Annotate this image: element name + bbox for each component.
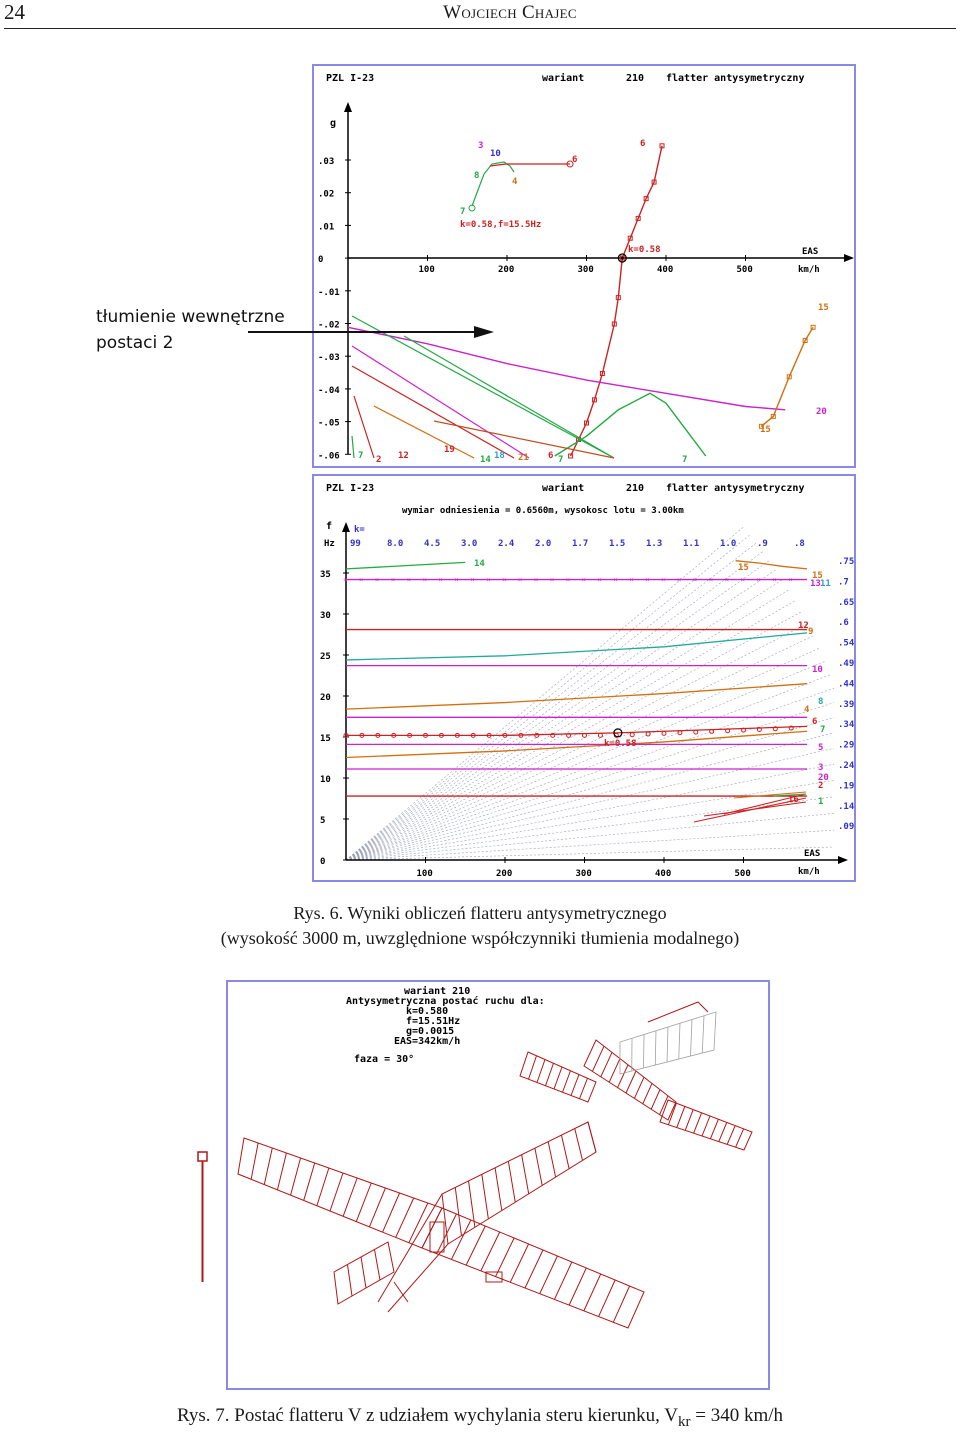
h-tail-right-rib: [537, 1060, 545, 1083]
info-eas: EAS=342km/h: [394, 1036, 460, 1047]
series-marker-mode-13: ×: [756, 576, 761, 585]
h-tail-right-rib: [580, 1078, 588, 1099]
mode-label: 7: [460, 207, 465, 217]
series-marker-mode-13: ×: [407, 576, 412, 585]
vertical-fin-deflected-rib: [691, 1020, 693, 1057]
series-marker-mode-13: ×: [741, 576, 746, 585]
y-tick-label: 5: [320, 816, 325, 826]
k-tick-label: 99: [350, 539, 361, 549]
y-axis-arrow: [342, 522, 350, 532]
mode-label: 1: [818, 797, 823, 807]
y-axis-arrow: [344, 102, 352, 112]
y-tick-label: 0: [318, 255, 323, 265]
x-tick-label: 300: [576, 869, 592, 879]
mode-label: 7: [558, 455, 563, 465]
series-marker-mode-13: ×: [725, 576, 730, 585]
k-tick-label: 1.1: [683, 539, 699, 549]
mode-label: 3: [818, 763, 823, 773]
h-tail-left-rib: [618, 1065, 628, 1088]
series-line-mode-6: [346, 726, 807, 735]
info-f: f=15.51Hz: [406, 1016, 460, 1027]
x-tick-label: 100: [419, 265, 435, 275]
series-marker-mode-13: ×: [375, 576, 380, 585]
figure-7-caption-subscript: kr: [678, 1414, 691, 1430]
series-marker-mode-6: [598, 733, 602, 737]
fuselage-frame: [535, 1148, 542, 1185]
y-tick-label: -.04: [318, 386, 340, 396]
series-marker-mode-13: ×: [502, 576, 507, 585]
info-variant: wariant 210: [404, 985, 470, 997]
left-wing-rib: [356, 1183, 371, 1222]
series-marker-mode-13: ×: [709, 576, 714, 585]
right-k-tick-label: .7: [838, 577, 849, 587]
right-wing-rib: [613, 1286, 629, 1322]
y-tick-label: .03: [318, 157, 334, 167]
fuselage-outline: [378, 1122, 596, 1312]
right-k-tick-label: .19: [838, 781, 854, 791]
series-marker-mode-13: ×: [534, 576, 539, 585]
chart-header-variant: wariant: [542, 482, 584, 494]
annotation-k: k=0.58: [604, 739, 637, 749]
right-k-tick-label: .14: [838, 802, 855, 812]
h-tail-right-rib: [563, 1071, 571, 1093]
left-wing-outline: [238, 1138, 442, 1248]
h-tail-right-outer-rib: [694, 1113, 702, 1133]
annotation-line-2: postaci 2: [96, 330, 285, 356]
k-ray: [346, 797, 834, 860]
info-mode-title: Antysymetryczna postać ruchu dla:: [346, 995, 545, 1007]
k-ray: [346, 688, 834, 860]
h-tail-right-rib: [554, 1067, 562, 1089]
figure-7-caption: [0, 1403, 960, 1435]
series-marker-mode-13: ×: [486, 576, 491, 585]
right-wing-rib: [584, 1274, 601, 1311]
mode-label: 8: [474, 171, 479, 181]
k-ray: [346, 569, 777, 860]
mode-label: 16: [788, 795, 799, 805]
chart-header-variant: wariant: [542, 72, 584, 84]
right-k-tick-label: .6: [838, 618, 849, 628]
annotation-k: k=0.58: [628, 245, 661, 255]
k-ray: [346, 635, 815, 860]
right-k-tick-label: .24: [838, 761, 855, 771]
series-marker-mode-13: ×: [772, 576, 777, 585]
y-tick-label: 30: [320, 611, 331, 621]
y-tick-label: -.01: [318, 288, 340, 298]
fuselage-frame: [588, 1122, 596, 1152]
mode-label: 12: [398, 451, 409, 461]
fuselage-frame: [495, 1168, 502, 1211]
k-tick-label: 1.5: [609, 539, 625, 549]
mode-label: 7: [682, 455, 687, 465]
x-tick-label: 200: [498, 265, 514, 275]
figure-6-caption-line-2: (wysokość 3000 m, uwzględnione współczynniki tłumienia modalnego): [0, 925, 960, 951]
fuselage-frame: [548, 1142, 555, 1177]
h-tail-left-rib: [609, 1059, 620, 1083]
y-tick-label: 0: [320, 857, 325, 867]
k-tick-label: 1.7: [572, 539, 588, 549]
series-marker-mode-13: ×: [661, 576, 666, 585]
right-wing-rib: [466, 1226, 485, 1265]
chart-header-title: flatter antysymetryczny: [666, 73, 804, 84]
right-k-tick-label: .75: [838, 557, 854, 567]
mode-label: 11: [820, 579, 831, 589]
left-wing-rib: [251, 1143, 258, 1179]
y-tick-label: 20: [320, 693, 331, 703]
h-tail-right-rib: [529, 1056, 537, 1080]
left-wing-rib: [291, 1158, 301, 1195]
series-line-mode-4: [346, 684, 807, 709]
chart-header-title: flatter antysymetryczny: [666, 483, 804, 494]
left-aileron-rib: [375, 1250, 381, 1281]
x-tick-label: 100: [417, 869, 433, 879]
series-marker-mode-13: ×: [693, 576, 698, 585]
y-axis-unit: Hz: [324, 539, 335, 549]
mode-label: 5: [818, 743, 823, 753]
y-tick-label: -.03: [318, 353, 340, 363]
k-tick-label: 2.4: [498, 539, 515, 549]
right-wing-rib: [540, 1256, 558, 1294]
series-marker-mode-13: ×: [454, 576, 459, 585]
left-aileron-rib: [348, 1265, 353, 1297]
k-ray: [346, 579, 783, 860]
y-tick-label: .02: [318, 190, 334, 200]
series-line-mode-9: [346, 633, 807, 660]
x-tick-label: 400: [655, 869, 671, 879]
chart-header-variant-no: 210: [626, 483, 644, 494]
h-tail-left-rib: [626, 1071, 636, 1093]
y-axis-label: f: [326, 521, 332, 532]
h-tail-left-rib: [643, 1083, 652, 1103]
series-line-mode-7: [555, 393, 706, 456]
vertical-fin-deflected-rib: [644, 1035, 645, 1069]
x-tick-label: 400: [657, 265, 673, 275]
x-tick-label: 300: [578, 265, 594, 275]
series-marker-mode-13: ×: [788, 576, 793, 585]
left-wing-rib: [369, 1188, 385, 1227]
mode-label: 19: [444, 445, 455, 455]
k-tick-label: 2.0: [535, 539, 551, 549]
right-wing-rib: [525, 1250, 543, 1288]
page-number: 24: [4, 0, 25, 25]
fuselage-frame: [508, 1161, 515, 1202]
flutter-mode-wireframe: [228, 982, 770, 1390]
chart-header-aircraft: PZL I-23: [326, 73, 374, 84]
k-tick-label: .9: [757, 539, 768, 549]
header-rule: [4, 28, 956, 29]
series-marker-mode-13: ×: [582, 576, 587, 585]
k-ray: [346, 551, 764, 860]
left-wing-rib: [383, 1193, 400, 1232]
cockpit-window: [430, 1222, 444, 1252]
mode-label: 6: [572, 155, 577, 165]
mode-label: 10: [812, 665, 823, 675]
series-marker-mode-13: ×: [438, 576, 443, 585]
annotation-line-1: tłumienie wewnętrzne: [96, 304, 285, 330]
y-tick-label: -.02: [318, 321, 340, 331]
damping-chart-panel: [312, 64, 856, 468]
fuselage-frame: [455, 1187, 461, 1235]
flutter-mode-panel: [226, 980, 770, 1390]
mode-label: 7: [358, 451, 363, 461]
flutter-point-dot: [621, 257, 624, 260]
mode-label: 15: [738, 563, 749, 573]
mode-label: 15: [812, 571, 823, 581]
mode-label: 13: [810, 579, 821, 589]
mode-label: 2: [818, 781, 823, 791]
h-tail-right-outer-rib: [702, 1116, 710, 1136]
k-ray: [346, 560, 770, 860]
k-ray: [346, 661, 826, 860]
h-tail-right-outer-rib: [719, 1122, 727, 1141]
h-tail-left-rib: [592, 1046, 604, 1071]
k-label: k=: [354, 525, 365, 535]
mode-label: 7: [820, 725, 825, 735]
right-wing-rib: [481, 1232, 500, 1271]
mode-label: 3: [478, 141, 483, 151]
series-marker-mode-13: ×: [629, 576, 634, 585]
h-tail-right-outer-rib: [668, 1103, 676, 1125]
mode-label: 15: [818, 303, 829, 313]
chart-header-variant-no: 210: [626, 73, 644, 84]
x-axis-arrow: [844, 254, 854, 262]
chart-header-aircraft: PZL I-23: [326, 483, 374, 494]
mode-label: 9: [808, 627, 813, 637]
damping-line: [354, 396, 374, 458]
k-ray: [346, 674, 832, 860]
info-k: k=0.580: [406, 1006, 448, 1017]
mode-label: 12: [798, 621, 809, 631]
right-k-tick-label: .44: [838, 679, 855, 689]
right-k-tick-label: .54: [838, 639, 855, 649]
series-marker-mode-13: ×: [359, 576, 364, 585]
y-tick-label: 25: [320, 652, 331, 662]
fuselage-frame: [575, 1129, 583, 1161]
right-k-tick-label: .65: [838, 598, 854, 608]
mode-label: 4: [512, 177, 518, 187]
series-marker-mode-13: ×: [391, 576, 396, 585]
y-tick-label: 35: [320, 570, 331, 580]
k-tick-label: 4.5: [424, 539, 440, 549]
k-ray: [346, 748, 834, 860]
x-tick-label: 500: [735, 869, 751, 879]
right-k-tick-label: .09: [838, 822, 854, 832]
k-tick-label: .8: [794, 539, 805, 549]
k-ray: [346, 600, 796, 860]
k-tick-label: 3.0: [461, 539, 477, 549]
k-ray: [346, 542, 758, 860]
series-marker-mode-13: ×: [550, 576, 555, 585]
info-phase: faza = 30°: [354, 1054, 414, 1065]
fuselage-frame: [561, 1135, 569, 1169]
series-marker-mode-13: ×: [597, 576, 602, 585]
info-g: g=0.0015: [406, 1026, 454, 1037]
y-tick-label: -.05: [318, 419, 340, 429]
x-axis-unit: km/h: [798, 867, 820, 877]
mode-7-track: [472, 162, 514, 206]
left-wing-rib: [330, 1173, 343, 1211]
y-tick-label: 15: [320, 734, 331, 744]
right-wing-rib: [496, 1238, 515, 1277]
figure-7-caption-tail: = 340 km/h: [691, 1405, 784, 1426]
chart-subheader: wymiar odniesienia = 0.6560m, wysokosc lotu = 3.00km: [402, 505, 684, 516]
h-tail-right-rib: [546, 1063, 554, 1086]
x-axis-arrow: [838, 856, 848, 864]
h-tail-left-rib: [651, 1090, 660, 1110]
series-marker-mode-6: [662, 731, 666, 735]
right-k-tick-label: .39: [838, 700, 854, 710]
running-head: Wojciech Chajec: [0, 2, 960, 24]
mode-label: 2: [376, 455, 381, 465]
k-ray: [346, 648, 821, 860]
x-tick-label: 200: [496, 869, 512, 879]
left-wing-rib: [264, 1148, 272, 1185]
mode-label: 4: [804, 705, 810, 715]
left-wing-rib: [277, 1153, 286, 1190]
h-tail-right-outer-rib: [685, 1110, 693, 1131]
damping-line: [352, 366, 514, 458]
series-line-mode-6: [571, 146, 662, 456]
figure-6-caption-line-1: Rys. 6. Wyniki obliczeń flatteru antysymetrycznego: [0, 900, 960, 926]
vertical-fin: [648, 1002, 708, 1022]
damping-line: [352, 436, 354, 458]
right-k-tick-label: .29: [838, 741, 854, 751]
h-tail-left-rib: [634, 1077, 644, 1098]
mode-label: 21: [518, 453, 529, 463]
mode-6-track: [490, 164, 570, 166]
series-marker-mode-13: ×: [613, 576, 618, 585]
series-marker-mode-6: [535, 733, 539, 737]
right-wing-rib: [510, 1244, 528, 1282]
h-tail-left-rib: [601, 1052, 612, 1076]
x-axis-unit: km/h: [798, 265, 820, 275]
mode-label: 6: [812, 717, 817, 727]
series-marker-mode-13: ×: [566, 576, 571, 585]
series-marker-mode-13: ×: [518, 576, 523, 585]
series-line-mode-14: [346, 562, 465, 569]
scale-indicator: [196, 1150, 210, 1286]
vertical-fin-deflected-outline: [620, 1012, 716, 1074]
right-wing-rib: [554, 1262, 571, 1299]
series-marker-mode-6: [630, 733, 634, 737]
h-tail-right-outer-rib: [727, 1126, 735, 1145]
k-tick-label: 1.0: [720, 539, 736, 549]
mode-label: 8: [818, 697, 823, 707]
left-wing-rib: [343, 1178, 357, 1216]
h-tail-right-outer-rib: [677, 1106, 685, 1127]
mode-label: 6: [548, 451, 553, 461]
series-marker-mode-13: ×: [343, 576, 348, 585]
left-wing-rib: [396, 1198, 414, 1237]
y-axis-label: g: [330, 118, 336, 129]
mode-label: 6: [640, 139, 645, 149]
right-wing-outline: [422, 1208, 644, 1328]
series-marker-mode-13: ×: [677, 576, 682, 585]
k-ray: [346, 717, 834, 860]
fuselage-frame: [482, 1174, 489, 1219]
mode-label: 18: [494, 451, 505, 461]
k-ray: [346, 764, 834, 860]
right-wing-rib: [569, 1268, 586, 1305]
frequency-chart: [314, 476, 856, 882]
frequency-chart-panel: [312, 474, 856, 882]
k-ray: [346, 847, 834, 860]
mode-label: 15: [760, 425, 771, 435]
figure-7-caption-text: Rys. 7. Postać flatteru V z udziałem wychylania steru kierunku, V: [177, 1405, 678, 1426]
vertical-fin-deflected-rib: [655, 1031, 656, 1065]
series-marker-mode-13: ×: [423, 576, 428, 585]
right-k-tick-label: .34: [838, 720, 855, 730]
mode-label: 20: [818, 773, 829, 783]
mode-label: 14: [480, 455, 491, 465]
left-wing-rib: [317, 1168, 329, 1206]
vertical-fin-deflected-rib: [702, 1016, 704, 1053]
annotation-arrow: [248, 322, 498, 342]
x-axis-label: EAS: [804, 849, 820, 859]
h-tail-right-outer-rib: [710, 1119, 718, 1139]
right-wing-rib: [599, 1280, 616, 1317]
right-k-tick-label: .49: [838, 659, 854, 669]
mode-label: 14: [474, 559, 485, 569]
damping-line: [404, 336, 614, 458]
k-tick-label: 8.0: [387, 539, 403, 549]
x-axis-label: EAS: [802, 247, 818, 257]
mode-label: 10: [490, 149, 501, 159]
h-tail-right-rib: [571, 1075, 579, 1096]
y-tick-label: -.06: [318, 451, 340, 461]
h-tail-right-outer-rib: [736, 1129, 744, 1147]
series-marker-mode-13: ×: [470, 576, 475, 585]
vertical-fin-deflected-rib: [679, 1023, 680, 1059]
annotation-k-f: k=0.58,f=15.5Hz: [460, 220, 541, 230]
series-marker-mode-13: ×: [645, 576, 650, 585]
mode-label: 20: [816, 407, 827, 417]
left-aileron-rib: [361, 1257, 366, 1288]
x-tick-label: 500: [737, 265, 753, 275]
vertical-fin-deflected-rib: [667, 1027, 668, 1062]
k-ray: [346, 830, 834, 860]
y-tick-label: .01: [318, 222, 334, 232]
y-tick-label: 10: [320, 775, 331, 785]
damping-chart: [314, 66, 856, 468]
left-wing-rib: [304, 1163, 315, 1200]
k-tick-label: 1.3: [646, 539, 662, 549]
fuselage-frame: [522, 1155, 529, 1194]
